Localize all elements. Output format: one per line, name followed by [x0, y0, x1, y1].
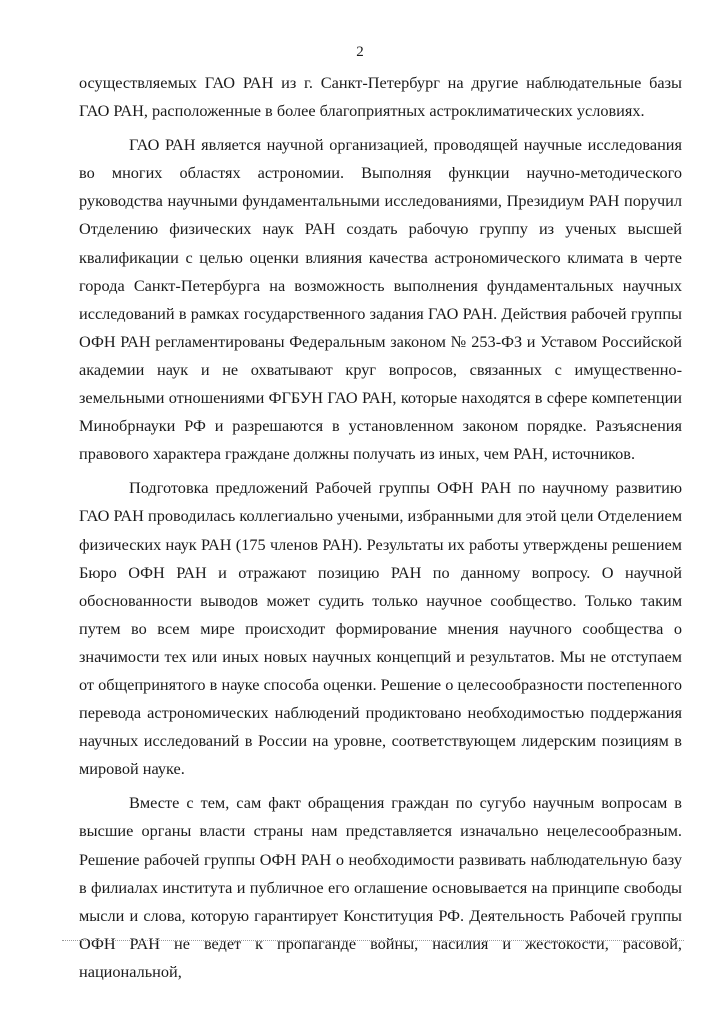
- document-body: [79, 69, 682, 992]
- paragraph-continuation: осуществляемых ГАО РАН из г. Санкт-Петербург на другие наблюдательные базы ГАО РАН, расположенные в более благоприятных астроклиматических условиях.: [79, 73, 682, 121]
- paragraph-working-group-proposals: Подготовка предложений Рабочей группы ОФН РАН по научному развитию ГАО РАН проводилась коллегиально учеными, избранными для этой цели Отделением физических наук РАН (175 членов РАН). Результаты их работы утверждены решением Бюро ОФН РАН и отражают позицию РАН по данному вопросу. О научной обоснованности выводов может судить только научное сообщество. Только таким путем во всем мире происходит формирование мнения научного сообщества о значимости тех или иных новых научных концепций и результатов. Мы не отступаем от общепринятого в науке способа оценки. Решение о целесообразности постепенного перевода астрономических наблюдений продиктовано необходимостью поддержания научных исследований в России на уровне, соответствующем лидерским позициям в мировой науке.: [79, 478, 682, 779]
- paragraph-citizens-appeal: Вместе с тем, сам факт обращения граждан по сугубо научным вопросам в высшие органы власти страны нам представляется изначально нецелесообразным. Решение рабочей группы ОФН РАН о необходимости развивать наблюдательную базу в филиалах института и публичное его оглашение основывается на принципе свободы мысли и слова, которую гарантирует Конституция РФ. Деятельность Рабочей группы ОФН РАН не ведет к пропаганде войны, насилия и жестокости, расовой, национальной,: [79, 793, 682, 981]
- paragraph-gao-ran-organization: ГАО РАН является научной организацией, проводящей научные исследования во многих областях астрономии. Выполняя функции научно-методического руководства научными фундаментальными исследованиями, Президиум РАН поручил Отделению физических наук РАН создать рабочую группу из ученых высшей квалификации с целью оценки влияния качества астрономического климата в черте города Санкт-Петербурга на возможность выполнения фундаментальных научных исследований в рамках государственного задания ГАО РАН. Действия рабочей группы ОФН РАН регламентированы Федеральным законом № 253-ФЗ и Уставом Российской академии наук и не охватывают круг вопросов, связанных с имущественно-земельными отношениями ФГБУН ГАО РАН, которые находятся в сфере компетенции Минобрнауки РФ и разрешаются в установленном законом порядке. Разъяснения правового характера граждане должны получать из иных, чем РАН, источников.: [79, 135, 682, 464]
- footer-divider: [62, 940, 684, 941]
- page-number: 2: [356, 44, 364, 60]
